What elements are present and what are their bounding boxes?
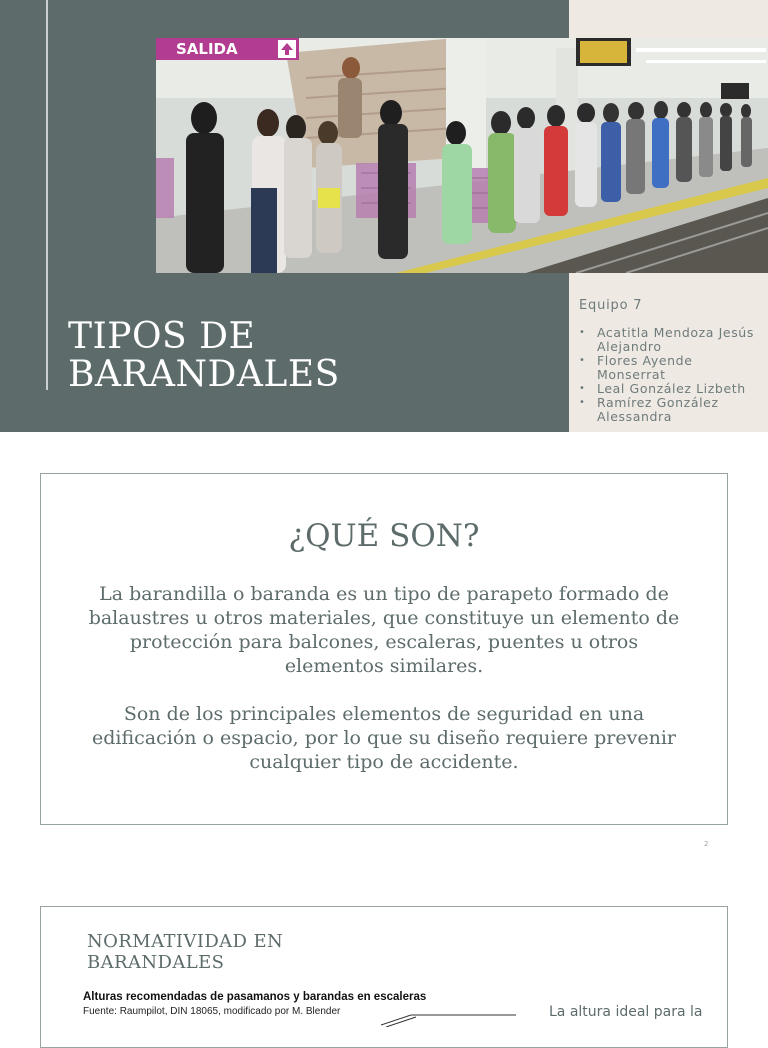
team-member: • Flores Ayende Monserrat xyxy=(579,354,764,382)
metro-platform-illustration xyxy=(156,38,768,273)
page-number: 2 xyxy=(704,840,709,848)
slide-heading: ¿QUÉ SON? xyxy=(288,518,480,554)
title-slide xyxy=(0,0,768,432)
figure-caption: Alturas recomendadas de pasamanos y barandas en escaleras xyxy=(83,991,427,1003)
team-label: Equipo 7 xyxy=(579,298,643,313)
metro-platform-photo xyxy=(156,38,768,273)
regulations-slide xyxy=(40,906,728,1048)
team-member: • Leal González Lizbeth xyxy=(579,382,764,396)
safety-paragraph: Son de los principales elementos de seguridad en una edificación o espacio, por lo que su diseño requiere prevenir cualquier tipo de accidente. xyxy=(92,703,676,773)
slide-body xyxy=(81,582,687,798)
definition-paragraph: La barandilla o baranda es un tipo de parapeto formado de balaustres u otros materiales, que constituye un elemento de protección para balcones, escaleras, puentes u otros elementos similares. xyxy=(88,583,680,677)
team-member: • Ramírez González Alessandra xyxy=(579,396,764,424)
accent-line xyxy=(46,0,48,390)
stair-diagram xyxy=(371,1007,521,1027)
team-member-list xyxy=(579,326,764,424)
team-member: • Acatitla Mendoza Jesús Alejandro xyxy=(579,326,764,354)
title-line-2: BARANDALES xyxy=(68,354,340,395)
figure-source: Fuente: Raumpilot, DIN 18065, modificado por M. Blender xyxy=(83,1006,341,1017)
side-text: La altura ideal para la xyxy=(549,1004,703,1020)
slide-heading: NORMATIVIDAD EN BARANDALES xyxy=(87,931,284,973)
definition-slide xyxy=(40,473,728,825)
presentation-title xyxy=(68,318,538,394)
salida-sign-text: SALIDA xyxy=(176,40,238,58)
title-line-1: TIPOS DE xyxy=(68,316,256,357)
